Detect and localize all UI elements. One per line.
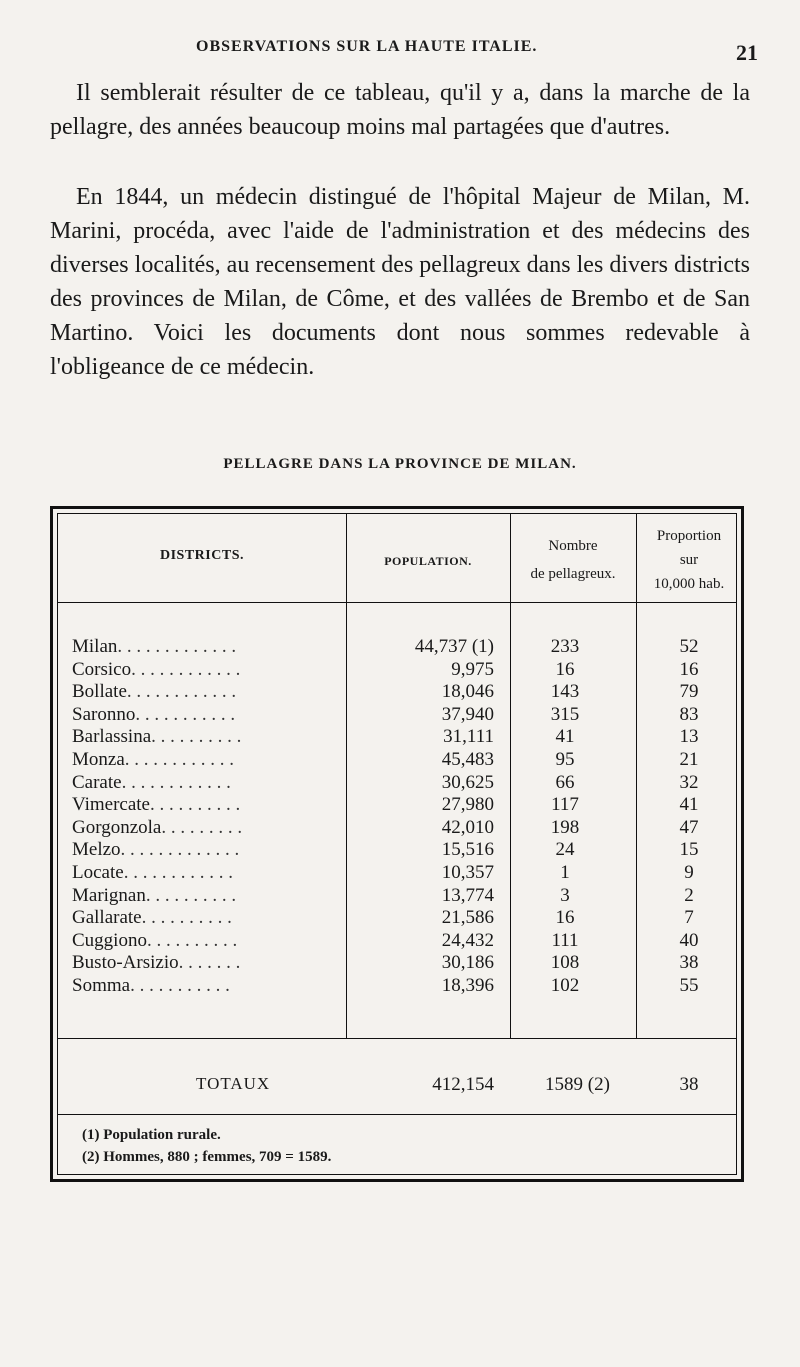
header-proportion-1: Proportion: [656, 528, 722, 544]
table-footnotes: [82, 1124, 331, 1168]
table-row: Busto-Arsizio. . . . . . . 30,186 108 38: [58, 952, 736, 975]
proportion-cell: 38: [679, 952, 699, 974]
pellagreux-cell: 111: [551, 929, 579, 951]
proportion-cell: 40: [679, 929, 699, 951]
district-name: Gorgonzola: [72, 816, 162, 838]
table-row: Cuggiono. . . . . . . . . . 24,432 111 40: [58, 930, 736, 953]
pellagreux-cell: 66: [555, 771, 575, 793]
table-row: Corsico. . . . . . . . . . . . 9,975 16 16: [58, 659, 736, 682]
running-title: OBSERVATIONS SUR LA HAUTE ITALIE.: [196, 38, 538, 55]
total-divider: [58, 1038, 736, 1039]
proportion-cell: 15: [679, 839, 699, 861]
proportion-cell: 83: [679, 703, 699, 725]
district-name: Monza: [72, 748, 125, 770]
paragraph-1: Il semblerait résulter de ce tableau, qu'il y a, dans la marche de la pellagre, des années beaucoup moins mal partagées que d'autres.: [50, 80, 750, 140]
district-name: Milan: [72, 636, 118, 657]
district-name: Somma: [72, 974, 131, 996]
total-population: 412,154: [432, 1074, 494, 1095]
population-cell: 9,975: [451, 658, 494, 680]
population-cell: 37,940: [441, 703, 494, 725]
pellagreux-cell: 1: [560, 861, 570, 883]
proportion-cell: 47: [679, 816, 699, 838]
table-inner-frame: [57, 513, 737, 1175]
proportion-cell: 9: [684, 861, 694, 883]
district-name: Vimercate: [72, 794, 150, 816]
population-cell: 24,432: [441, 929, 494, 951]
header-proportion-3: 10,000 hab.: [653, 576, 725, 592]
table-row: Locate. . . . . . . . . . . . 10,357 1 9: [58, 862, 736, 885]
population-cell: 10,357: [441, 861, 494, 883]
pellagreux-cell: 95: [555, 748, 575, 770]
population-cell: 27,980: [441, 794, 494, 816]
population-cell: 18,046: [441, 681, 494, 703]
table-row: Vimercate. . . . . . . . . . 27,980 117 41: [58, 794, 736, 817]
district-name: Busto-Arsizio: [72, 952, 179, 974]
proportion-cell: 16: [679, 658, 699, 680]
district-name: Melzo: [72, 839, 121, 861]
proportion-cell: 79: [679, 681, 699, 703]
population-cell: 15,516: [441, 839, 494, 861]
table-row: Carate. . . . . . . . . . . . 30,625 66 32: [58, 772, 736, 795]
footnote-2: (2) Hommes, 880 ; femmes, 709 = 1589.: [82, 1149, 332, 1165]
population-cell: 13,774: [441, 884, 494, 906]
proportion-cell: 41: [679, 794, 699, 816]
population-cell: 30,625: [441, 771, 494, 793]
proportion-cell: 52: [679, 636, 699, 657]
total-label: TOTAUX: [196, 1074, 271, 1093]
proportion-cell: 55: [679, 974, 699, 996]
table-row: Somma. . . . . . . . . . . 18,396 102 55: [58, 975, 736, 998]
pellagreux-cell: 3: [560, 884, 570, 906]
district-name: Locate: [72, 861, 124, 883]
table-row: Monza. . . . . . . . . . . . 45,483 95 21: [58, 749, 736, 772]
total-proportion: 38: [679, 1074, 699, 1095]
table-row: Gallarate. . . . . . . . . . 21,586 16 7: [58, 907, 736, 930]
table-row: Gorgonzola. . . . . . . . . 42,010 198 47: [58, 817, 736, 840]
pellagreux-cell: 198: [550, 816, 580, 838]
table-row: Saronno. . . . . . . . . . . 37,940 315 83: [58, 704, 736, 727]
district-name: Bollate: [72, 681, 127, 703]
district-name: Saronno: [72, 703, 136, 725]
total-pellagreux: 1589 (2): [545, 1074, 610, 1095]
population-cell: 45,483: [441, 748, 494, 770]
table-body: [58, 636, 736, 998]
pellagreux-cell: 102: [550, 974, 580, 996]
pellagreux-cell: 16: [555, 658, 575, 680]
pellagreux-cell: 24: [555, 839, 575, 861]
pellagreux-cell: 16: [555, 907, 575, 929]
district-name: Cuggiono: [72, 929, 147, 951]
pellagreux-cell: 143: [550, 681, 580, 703]
footnote-1: (1) Population rurale.: [82, 1127, 221, 1143]
population-cell: 31,111: [443, 726, 494, 748]
proportion-cell: 2: [684, 884, 694, 906]
pellagreux-cell: 41: [555, 726, 575, 748]
header-pellagreux-1: Nombre: [548, 538, 598, 554]
table-row: Milan. . . . . . . . . . . . . 44,737 (1) 233 52: [58, 636, 736, 659]
population-cell: 21,586: [441, 907, 494, 929]
district-name: Barlassina: [72, 726, 152, 748]
population-cell: 30,186: [441, 952, 494, 974]
header-proportion-2: sur: [679, 552, 699, 568]
paragraph-2: En 1844, un médecin distingué de l'hôpital Majeur de Milan, M. Marini, procéda, avec l'aide de l'administration et des médecins des diverses localités, au recensement des pellagreux dans les divers districts des provinces de Milan, de Côme, et des vallées de Brembo et de San Martino. Voici les documents dont nous sommes redevable à l'obligeance de ce médecin.: [50, 184, 750, 380]
proportion-cell: 21: [679, 748, 699, 770]
district-name: Corsico: [72, 658, 132, 680]
table-row: Barlassina. . . . . . . . . . 31,111 41 13: [58, 726, 736, 749]
header-districts: DISTRICTS.: [160, 548, 244, 563]
header-divider: [58, 602, 736, 603]
page-number: 21: [736, 40, 758, 65]
header-population: POPULATION.: [384, 554, 472, 568]
pellagreux-cell: 108: [550, 952, 580, 974]
population-cell: 44,737 (1): [414, 636, 494, 657]
pellagreux-cell: 315: [550, 703, 580, 725]
district-name: Marignan: [72, 884, 146, 906]
table-row: Melzo. . . . . . . . . . . . . 15,516 24 15: [58, 839, 736, 862]
proportion-cell: 7: [684, 907, 694, 929]
pellagreux-cell: 233: [550, 636, 580, 657]
table-row: Bollate. . . . . . . . . . . . 18,046 143 79: [58, 681, 736, 704]
total-row: [58, 1070, 736, 1100]
table-title: PELLAGRE DANS LA PROVINCE DE MILAN.: [223, 456, 577, 472]
page-header: [0, 38, 800, 68]
population-cell: 18,396: [441, 974, 494, 996]
population-cell: 42,010: [441, 816, 494, 838]
pellagra-table: [50, 506, 744, 1182]
pellagreux-cell: 117: [551, 794, 579, 816]
table-row: Marignan. . . . . . . . . . 13,774 3 2: [58, 885, 736, 908]
district-name: Gallarate: [72, 907, 142, 929]
proportion-cell: 13: [679, 726, 699, 748]
district-name: Carate: [72, 771, 122, 793]
header-pellagreux-2: de pellagreux.: [530, 566, 616, 582]
notes-divider: [58, 1114, 736, 1115]
proportion-cell: 32: [679, 771, 699, 793]
